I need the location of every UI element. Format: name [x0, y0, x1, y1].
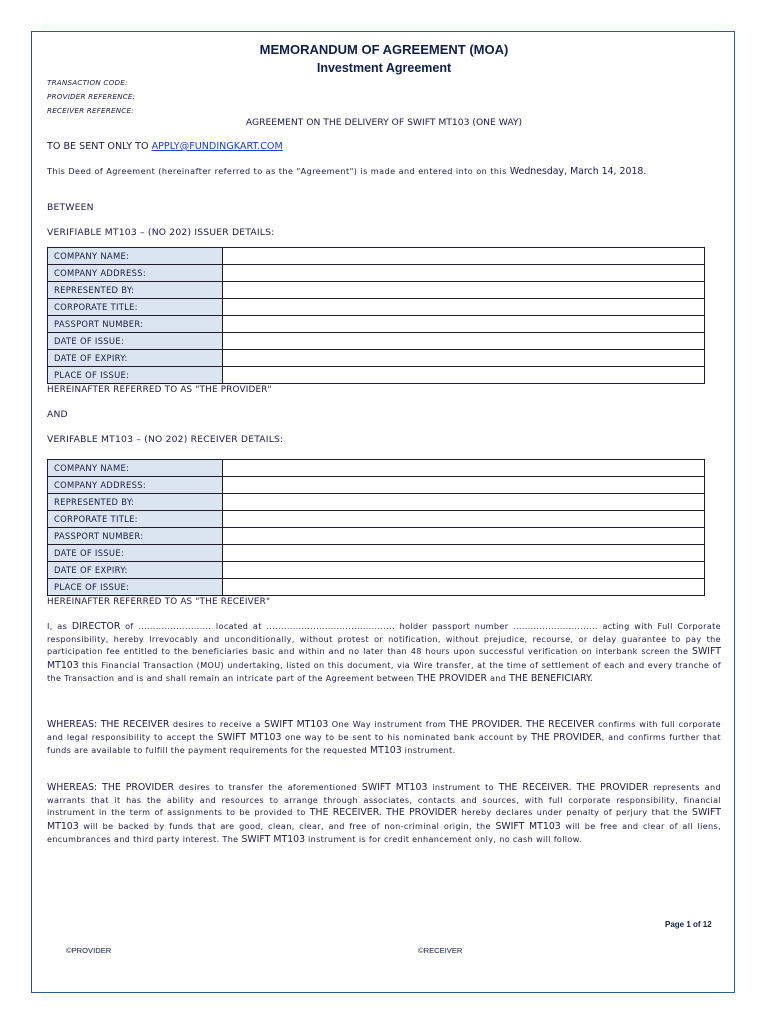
clause-text: One Way instrument from: [328, 719, 450, 729]
clause-text: desires to receive a: [169, 719, 265, 729]
issuer-date-of-issue-label: DATE OF ISSUE:: [48, 333, 223, 350]
issuer-company-address-label: COMPANY ADDRESS:: [48, 265, 223, 282]
page-number: Page 1 of 12: [665, 920, 712, 929]
clause-emphasis: THE RECEIVER. THE PROVIDER: [498, 782, 649, 793]
clause-text: hereby declares under penalty of perjury that the: [457, 807, 693, 818]
receiver-represented-by-field[interactable]: [223, 494, 705, 511]
issuer-passport-number-field[interactable]: [223, 316, 705, 333]
whereas-label: WHEREAS:: [47, 719, 98, 730]
issuer-corporate-title-label: CORPORATE TITLE:: [48, 299, 223, 316]
issuer-details-table: [47, 247, 705, 384]
email-link[interactable]: APPLY@FUNDINGKART.COM: [151, 141, 283, 152]
clause-text: one way to be sent to his nominated bank account by: [281, 732, 532, 743]
table-row: [48, 511, 705, 528]
director-clause: [47, 620, 721, 685]
clause-emphasis: THE PROVIDER: [531, 732, 602, 744]
table-row: [48, 545, 705, 562]
table-row: [48, 579, 705, 596]
receiver-company-address-label: COMPANY ADDRESS:: [48, 477, 223, 494]
table-row: [48, 528, 705, 545]
clause-text: I, as: [47, 621, 72, 631]
receiver-heading: VERIFABLE MT103 – (NO 202) RECEIVER DETAILS:: [47, 434, 284, 445]
receiver-date-of-issue-field[interactable]: [223, 545, 705, 562]
clause-director: DIRECTOR: [71, 621, 121, 632]
receiver-date-of-issue-label: DATE OF ISSUE:: [48, 545, 223, 562]
clause-emphasis: SWIFT MT103: [47, 807, 721, 832]
table-row: [48, 562, 705, 579]
document-subtitle: Investment Agreement: [316, 61, 452, 75]
clause-text: will be free and clear of all liens, encumbrances and third party interest. The: [47, 820, 721, 844]
receiver-reference-label: RECEIVER REFERENCE:: [47, 106, 134, 115]
clause-text: of ......................... located at ............................................ holder passport number ............................. acting with Full Corporate responsibility, hereby Irrevocably and unconditionally, without protest or notification, without prejudice, recourse, or delay guarantee to pay the participation fee entitled to the beneficiaries basic and within and no later than 48 hours upon successful verification on interbank screen the: [47, 621, 721, 657]
receiver-company-name-field[interactable]: [223, 460, 705, 477]
clause-emphasis: SWIFT MT103: [264, 719, 329, 730]
intro-paragraph: [47, 165, 721, 178]
issuer-place-of-issue-label: PLACE OF ISSUE:: [48, 367, 223, 384]
intro-text: This Deed of Agreement (hereinafter referred to as the "Agreement") is made and entered into on this: [47, 166, 510, 176]
whereas-receiver-clause: [47, 718, 721, 758]
table-row: [48, 265, 705, 282]
issuer-date-of-expiry-field[interactable]: [223, 350, 705, 367]
receiver-corporate-title-field[interactable]: [223, 511, 705, 528]
receiver-passport-number-label: PASSPORT NUMBER:: [48, 528, 223, 545]
table-row: [48, 460, 705, 477]
clause-emphasis: MT103: [370, 745, 402, 757]
table-row: [48, 367, 705, 384]
receiver-place-of-issue-field[interactable]: [223, 579, 705, 596]
clause-emphasis: THE PROVIDER: [97, 782, 174, 793]
issuer-date-of-expiry-label: DATE OF EXPIRY:: [48, 350, 223, 367]
clause-text: this Financial Transaction (MOU) undertaking, listed on this document, via Wire transfer, at the time of settlement of each and every tranche of the Transaction and is and shall remain an intricate part of the Agreement between: [47, 659, 721, 683]
whereas-provider-clause: [47, 781, 721, 846]
table-row: [48, 477, 705, 494]
receiver-corporate-title-label: CORPORATE TITLE:: [48, 511, 223, 528]
table-row: [48, 350, 705, 367]
clause-emphasis: SWIFT MT103: [495, 820, 561, 832]
document-title: MEMORANDUM OF AGREEMENT (MOA): [259, 42, 509, 57]
between-label: BETWEEN: [47, 202, 94, 213]
clause-text: , and confirms further that funds are available to fulfill the payment requirements for the requested: [47, 732, 722, 756]
footer-provider: ©PROVIDER: [66, 946, 112, 955]
provider-referred-text: HEREINAFTER REFERRED TO AS "THE PROVIDER": [47, 385, 272, 395]
clause-provider: THE PROVIDER: [417, 672, 488, 684]
clause-text: represents and warrants that it has the ability and resources to arrange through associates, contacts and sources, with full corporate responsibility, financial instrument in the term of assignments to be provided to: [47, 782, 721, 818]
receiver-date-of-expiry-field[interactable]: [223, 562, 705, 579]
issuer-represented-by-label: REPRESENTED BY:: [48, 282, 223, 299]
receiver-represented-by-label: REPRESENTED BY:: [48, 494, 223, 511]
issuer-heading: VERIFIABLE MT103 – (NO 202) ISSUER DETAILS:: [47, 227, 275, 238]
table-row: [48, 316, 705, 333]
table-row: [48, 248, 705, 265]
issuer-company-address-field[interactable]: [223, 265, 705, 282]
receiver-company-name-label: COMPANY NAME:: [48, 460, 223, 477]
send-to-line: [47, 141, 283, 152]
issuer-company-name-label: COMPANY NAME:: [48, 248, 223, 265]
intro-date: Wednesday, March 14, 2018.: [509, 166, 647, 177]
receiver-passport-number-field[interactable]: [223, 528, 705, 545]
issuer-date-of-issue-field[interactable]: [223, 333, 705, 350]
table-row: [48, 333, 705, 350]
clause-text: and: [487, 672, 510, 683]
table-row: [48, 299, 705, 316]
clause-text: will be backed by funds that are good, clean, clear, and free of non-criminal origin, the: [78, 820, 496, 831]
clause-emphasis: THE RECEIVER: [97, 719, 170, 730]
issuer-company-name-field[interactable]: [223, 248, 705, 265]
clause-emphasis: THE PROVIDER. THE RECEIVER: [449, 719, 595, 730]
receiver-date-of-expiry-label: DATE OF EXPIRY:: [48, 562, 223, 579]
transaction-code-label: TRANSACTION CODE:: [47, 78, 128, 87]
clause-emphasis: SWIFT MT103: [217, 732, 282, 744]
issuer-corporate-title-field[interactable]: [223, 299, 705, 316]
clause-emphasis: THE RECEIVER. THE PROVIDER: [309, 807, 458, 819]
table-row: [48, 282, 705, 299]
send-to-prefix: TO BE SENT ONLY TO: [47, 141, 152, 152]
clause-emphasis: SWIFT MT103: [241, 833, 306, 845]
agreement-heading: AGREEMENT ON THE DELIVERY OF SWIFT MT103 (ONE WAY): [245, 117, 523, 128]
footer-receiver: ©RECEIVER: [418, 946, 463, 955]
issuer-passport-number-label: PASSPORT NUMBER:: [48, 316, 223, 333]
clause-text: instrument.: [401, 745, 456, 756]
receiver-company-address-field[interactable]: [223, 477, 705, 494]
receiver-place-of-issue-label: PLACE OF ISSUE:: [48, 579, 223, 596]
and-label: AND: [47, 409, 68, 420]
clause-beneficiary: THE BENEFICIARY.: [509, 672, 593, 684]
issuer-represented-by-field[interactable]: [223, 282, 705, 299]
clause-text: desires to transfer the aforementioned: [173, 782, 362, 792]
receiver-details-table: [47, 459, 705, 596]
table-row: [48, 494, 705, 511]
clause-swift: SWIFT MT103: [47, 646, 721, 671]
clause-text: instrument is for credit enhancement only, no cash will follow.: [305, 833, 582, 844]
receiver-referred-text: HEREINAFTER REFERRED TO AS "THE RECEIVER": [47, 597, 271, 607]
clause-emphasis: SWIFT MT103: [361, 782, 428, 793]
provider-reference-label: PROVIDER REFERENCE:: [47, 92, 136, 101]
issuer-place-of-issue-field[interactable]: [223, 367, 705, 384]
clause-text: confirms with full corporate and legal responsibility to accept the: [47, 719, 722, 743]
clause-text: instrument to: [427, 782, 499, 792]
whereas-label: WHEREAS:: [47, 782, 98, 793]
